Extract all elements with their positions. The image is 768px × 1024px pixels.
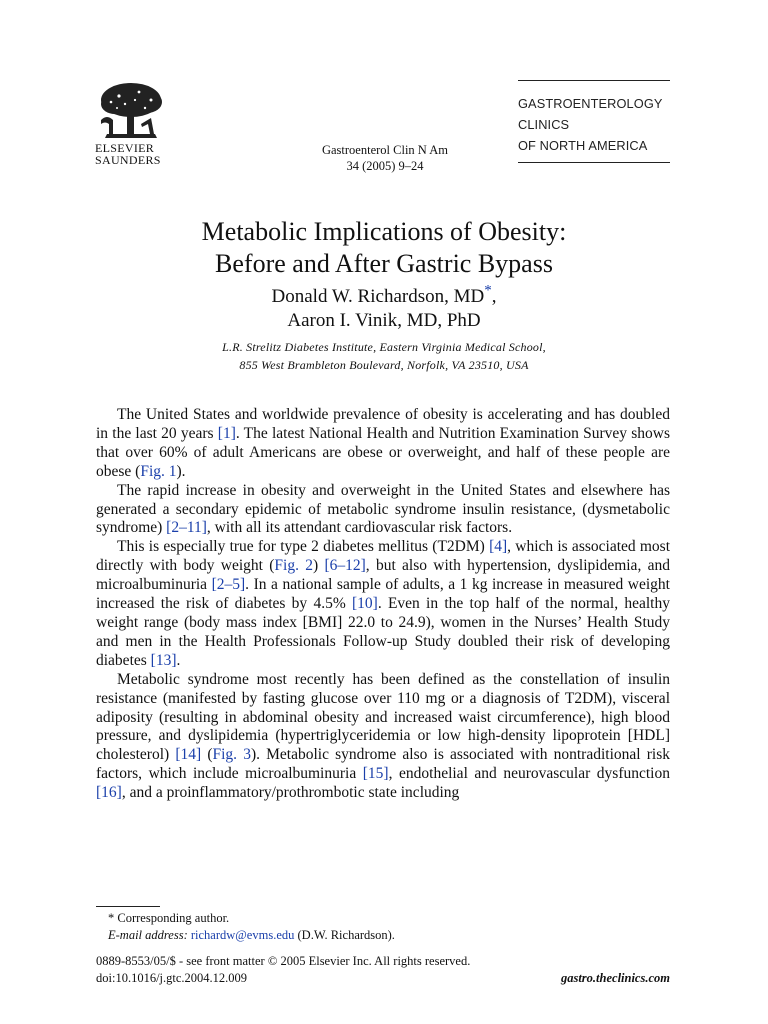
journal-bottom-rule	[518, 162, 670, 163]
email-note	[96, 927, 670, 944]
body-paragraph	[96, 538, 670, 670]
author-name: Donald W. Richardson, MD	[271, 286, 485, 307]
corresponding-author-note: * Corresponding author.	[108, 911, 230, 925]
citation-journal: Gastroenterol Clin N Am	[321, 143, 449, 157]
author-list	[80, 282, 688, 333]
article-title	[80, 216, 688, 280]
text-run: , endothelial and neurovascular dysfunction	[388, 765, 670, 783]
publisher-name: ELSEVIER	[95, 141, 155, 155]
author-line1	[80, 282, 688, 309]
publisher-imprint: SAUNDERS	[95, 153, 161, 167]
journal-name-line2: CLINICS	[518, 117, 570, 132]
text-run: ). Metabolic syndrome also is associated with nontraditional risk factors, which include microalbuminuria	[96, 746, 670, 783]
reference-link[interactable]: [1]	[217, 424, 236, 442]
text-run: . In a national sample of adults, a 1 kg increase in measured weight increased the risk of diabetes by 4.5%	[96, 576, 670, 613]
reference-link[interactable]: [10]	[351, 595, 378, 613]
journal-website[interactable]: gastro.theclinics.com	[560, 970, 670, 985]
text-run: , and a proinflammatory/prothrombotic state including	[121, 784, 460, 802]
footnote	[96, 910, 670, 943]
email-suffix: (D.W. Richardson).	[294, 927, 395, 942]
publisher-logo	[95, 80, 167, 167]
text-run: . The latest National Health and Nutrition Examination Survey shows that over 60% of adult Americans are obese or overweight, and half of these people are obese (	[96, 424, 670, 480]
reference-link[interactable]: [2–5]	[211, 576, 246, 594]
affiliation-line1: L.R. Strelitz Diabetes Institute, Eastern Virginia Medical School,	[222, 340, 546, 354]
title-line1: Metabolic Implications of Obesity:	[201, 217, 567, 246]
journal-banner	[518, 80, 670, 163]
reference-link[interactable]: [13]	[150, 651, 177, 669]
footnote-rule	[96, 906, 160, 907]
text-run: (	[201, 746, 213, 764]
affiliation-line2: 855 West Brambleton Boulevard, Norfolk, VA 23510, USA	[239, 358, 529, 372]
journal-name-line1: GASTROENTEROLOGY	[518, 96, 663, 111]
figure-link[interactable]: Fig. 1	[140, 462, 177, 480]
reference-link[interactable]: [2–11]	[166, 519, 207, 537]
corresponding-author-link[interactable]: *	[484, 282, 492, 299]
reference-link[interactable]: [14]	[175, 746, 202, 764]
text-run: The rapid increase in obesity and overweight in the United States and elsewhere has generated a secondary epidemic of metabolic syndrome insulin resistance, (dysmetabolic syndrome)	[96, 481, 670, 537]
text-run: , which is associated most directly with body weight (	[96, 538, 671, 575]
text-run: The United States and worldwide prevalence of obesity is accelerating and has doubled in the last 20 years	[96, 406, 670, 442]
text-run: ).	[176, 462, 186, 480]
reference-link[interactable]: [16]	[96, 784, 122, 802]
author-separator: ,	[491, 286, 497, 307]
text-run: .	[176, 651, 181, 669]
body-paragraph	[96, 671, 670, 803]
title-line2: Before and After Gastric Bypass	[215, 249, 553, 278]
doi-line: doi:10.1016/j.gtc.2004.12.009	[96, 970, 248, 985]
author-affiliation	[80, 338, 688, 374]
page-footer	[96, 953, 670, 986]
figure-link[interactable]: Fig. 2	[274, 557, 313, 575]
email-label: E-mail address:	[108, 927, 188, 942]
text-run: )	[313, 557, 325, 575]
author-name: Aaron I. Vinik, MD, PhD	[287, 310, 481, 331]
reference-link[interactable]: [6–12]	[324, 557, 366, 575]
email-link[interactable]: richardw@evms.edu	[190, 927, 295, 942]
article-body	[96, 406, 670, 803]
elsevier-tree-icon	[95, 80, 167, 142]
journal-citation	[290, 142, 480, 174]
journal-name-line3: OF NORTH AMERICA	[518, 138, 648, 153]
text-run: . Even in the top half of the normal, healthy weight range (body mass index [BMI] 22.0 to 24.9), women in the Nurses’ Health Study and men in the Health Professionals Follow-up Study doubled their risk of developing diabetes	[96, 595, 670, 669]
body-paragraph	[96, 482, 670, 539]
text-run: , with all its attendant cardiovascular risk factors.	[206, 519, 513, 537]
issn-line: 0889-8553/05/$ - see front matter © 2005 Elsevier Inc. All rights reserved.	[96, 954, 471, 968]
journal-top-rule	[518, 80, 670, 81]
reference-link[interactable]: [4]	[489, 538, 508, 556]
citation-volume: 34 (2005) 9–24	[346, 159, 424, 173]
reference-link[interactable]: [15]	[362, 765, 389, 783]
text-run: Metabolic syndrome most recently has been defined as the constellation of insulin resistance (manifested by fasting glucose over 110 mg or a diagnosis of T2DM), visceral adiposity (resulting in abdominal obesity and increased waist circumference), high blood pressure, and dyslipidemia (hypertriglyceridemia or low high-density lipoprotein [HDL] cholesterol)	[96, 670, 670, 764]
body-paragraph	[96, 406, 670, 482]
text-run: This is especially true for type 2 diabetes mellitus (T2DM)	[117, 538, 490, 556]
figure-link[interactable]: Fig. 3	[212, 746, 251, 764]
text-run: , but also with hypertension, dyslipidemia, and microalbuminuria	[96, 557, 670, 594]
